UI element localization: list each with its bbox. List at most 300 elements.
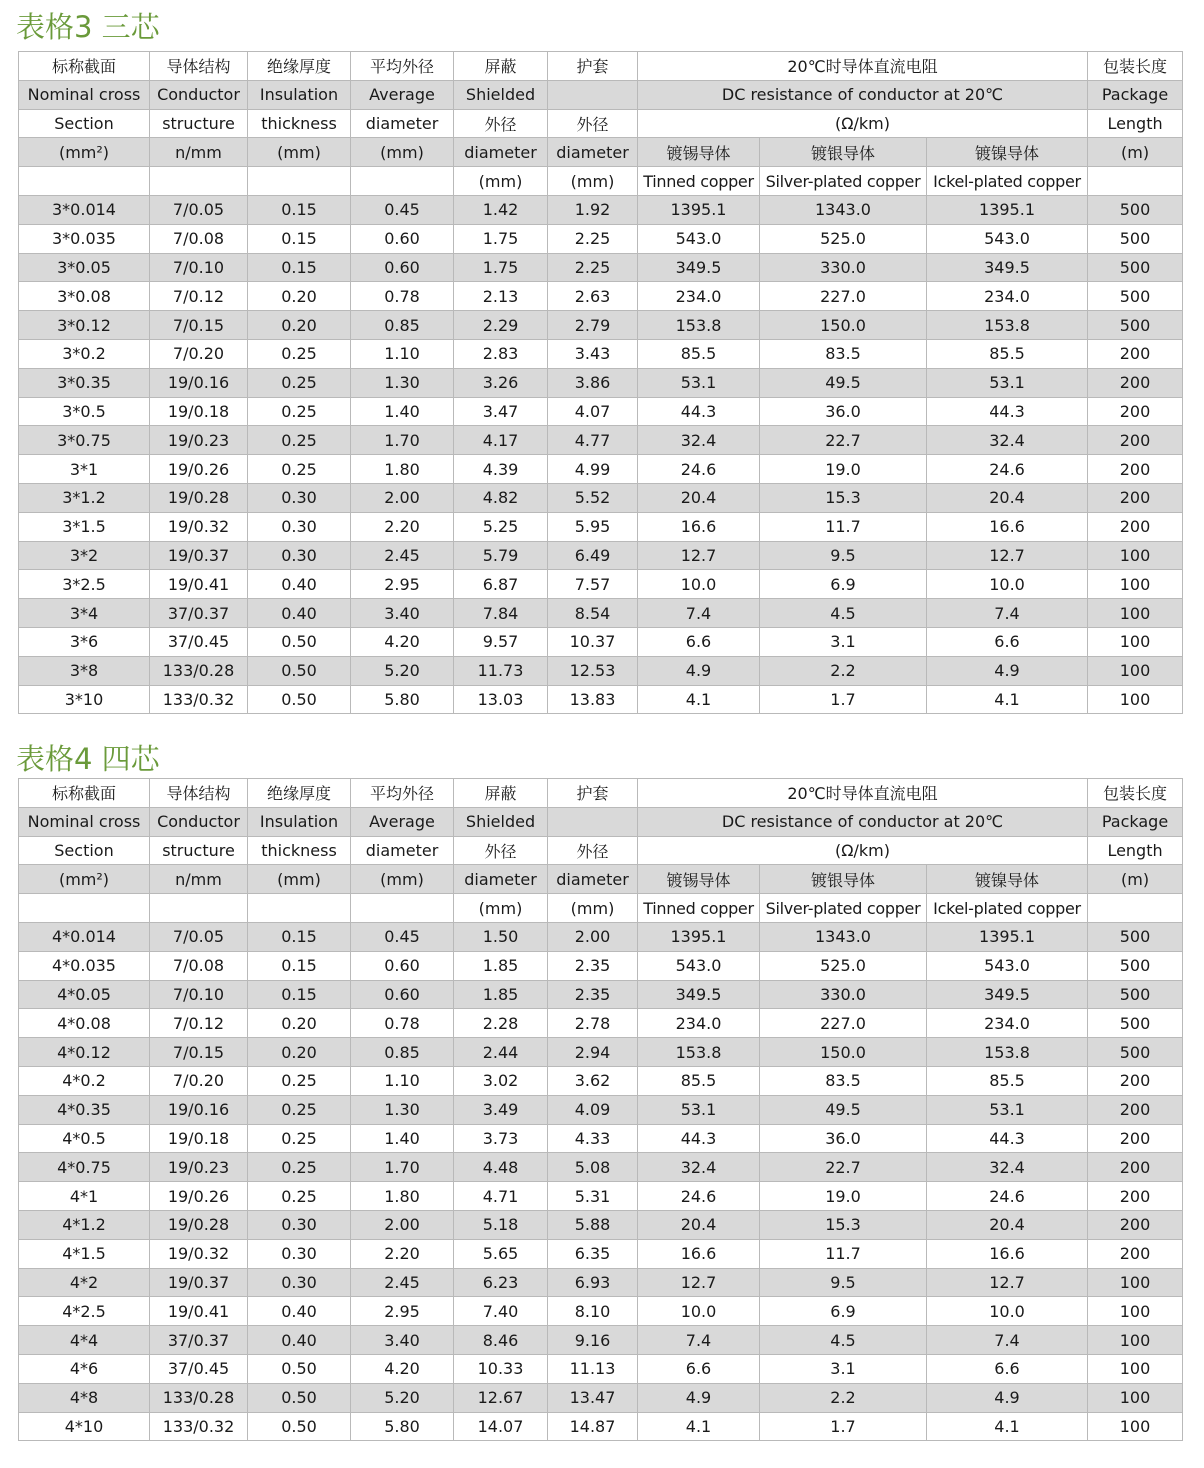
table-cell: 0.30 (248, 1239, 351, 1268)
table-cell: 12.53 (548, 656, 638, 685)
table-cell: 32.4 (638, 426, 760, 455)
table-cell: 4.07 (548, 397, 638, 426)
table-cell: 2.00 (351, 483, 454, 512)
table-cell: 2.13 (454, 282, 548, 311)
table-cell: 13.47 (548, 1383, 638, 1412)
table-row (19, 1412, 1183, 1441)
table-cell: 13.83 (548, 685, 638, 714)
table-cell: 100 (1088, 627, 1183, 656)
table-cell: 0.78 (351, 1009, 454, 1038)
table-cell: 200 (1088, 1124, 1183, 1153)
table-cell: 53.1 (927, 1095, 1088, 1124)
header-cell (351, 167, 454, 196)
table-cell: 7/0.05 (150, 922, 248, 951)
header-row (19, 167, 1183, 196)
table-cell: 22.7 (760, 1153, 927, 1182)
table-row (19, 656, 1183, 685)
table-cell: 12.7 (927, 541, 1088, 570)
table-cell: 44.3 (638, 397, 760, 426)
table-cell: 1395.1 (638, 195, 760, 224)
table-cell: 1.70 (351, 1153, 454, 1182)
header-cell: 平均外径 (351, 779, 454, 808)
table-cell: 4.33 (548, 1124, 638, 1153)
table-cell: 20.4 (927, 1210, 1088, 1239)
header-cell: 镀银导体 (760, 865, 927, 894)
table-cell: 19/0.18 (150, 1124, 248, 1153)
table-cell: 11.13 (548, 1354, 638, 1383)
table-cell: 12.67 (454, 1383, 548, 1412)
table-cell: 16.6 (927, 1239, 1088, 1268)
table-cell: 330.0 (760, 980, 927, 1009)
header-cell: (mm) (248, 865, 351, 894)
table-cell: 100 (1088, 599, 1183, 628)
table-row (19, 1354, 1183, 1383)
table-cell: 19/0.32 (150, 512, 248, 541)
table-cell: 0.25 (248, 1095, 351, 1124)
table-cell: 200 (1088, 426, 1183, 455)
table-cell: 4*10 (19, 1412, 150, 1441)
header-cell: diameter (351, 109, 454, 138)
table-cell: 4*0.5 (19, 1124, 150, 1153)
table-row (19, 1153, 1183, 1182)
table-row (19, 599, 1183, 628)
table-cell: 3.40 (351, 599, 454, 628)
table-cell: 44.3 (638, 1124, 760, 1153)
table-cell: 4.9 (927, 656, 1088, 685)
table-cell: 500 (1088, 282, 1183, 311)
header-cell: diameter (548, 865, 638, 894)
table-cell: 36.0 (760, 397, 927, 426)
table-cell: 16.6 (638, 1239, 760, 1268)
table-cell: 4.9 (638, 656, 760, 685)
table-cell: 7.4 (638, 599, 760, 628)
table-cell: 5.79 (454, 541, 548, 570)
table-cell: 19/0.32 (150, 1239, 248, 1268)
table-cell: 234.0 (638, 282, 760, 311)
table-row (19, 368, 1183, 397)
header-cell (351, 894, 454, 923)
table-cell: 20.4 (638, 1210, 760, 1239)
table-cell: 19/0.37 (150, 1268, 248, 1297)
table-cell: 4*0.35 (19, 1095, 150, 1124)
table-cell: 2.78 (548, 1009, 638, 1038)
table-cell: 4.71 (454, 1182, 548, 1211)
table-cell: 1395.1 (638, 922, 760, 951)
header-cell: 屏蔽 (454, 779, 548, 808)
table-cell: 2.29 (454, 311, 548, 340)
table-row (19, 980, 1183, 1009)
table-cell: 3*1.5 (19, 512, 150, 541)
table-cell: 85.5 (927, 339, 1088, 368)
table-cell: 1.80 (351, 455, 454, 484)
table-cell: 53.1 (638, 368, 760, 397)
header-cell: Section (19, 109, 150, 138)
table-cell: 19/0.26 (150, 1182, 248, 1211)
table-cell: 500 (1088, 311, 1183, 340)
header-cell: structure (150, 836, 248, 865)
table-cell: 4*0.05 (19, 980, 150, 1009)
table-cell: 234.0 (638, 1009, 760, 1038)
table-cell: 4.5 (760, 599, 927, 628)
table-cell: 227.0 (760, 282, 927, 311)
header-cell (248, 894, 351, 923)
table-cell: 32.4 (927, 1153, 1088, 1182)
table-title: 表格3 三芯 (16, 10, 160, 44)
table-cell: 24.6 (638, 1182, 760, 1211)
table-cell: 0.30 (248, 1210, 351, 1239)
table-row (19, 1268, 1183, 1297)
table-cell: 543.0 (927, 951, 1088, 980)
table-cell: 36.0 (760, 1124, 927, 1153)
table-cell: 5.52 (548, 483, 638, 512)
table-cell: 3.62 (548, 1066, 638, 1095)
table-cell: 4*2.5 (19, 1297, 150, 1326)
table-cell: 19/0.28 (150, 483, 248, 512)
table-cell: 3*4 (19, 599, 150, 628)
header-cell: 外径 (548, 836, 638, 865)
header-cell: Tinned copper (638, 894, 760, 923)
table-cell: 349.5 (638, 253, 760, 282)
header-cell: Nominal cross (19, 80, 150, 109)
table-row (19, 1383, 1183, 1412)
header-cell: 绝缘厚度 (248, 52, 351, 81)
table-cell: 3*0.035 (19, 224, 150, 253)
table-cell: 0.15 (248, 922, 351, 951)
table-cell: 1.10 (351, 1066, 454, 1095)
table-cell: 200 (1088, 512, 1183, 541)
table-cell: 4*2 (19, 1268, 150, 1297)
table-cell: 44.3 (927, 1124, 1088, 1153)
table-cell: 6.6 (638, 627, 760, 656)
table-cell: 3.47 (454, 397, 548, 426)
table-cell: 0.50 (248, 627, 351, 656)
table-cell: 53.1 (638, 1095, 760, 1124)
table-cell: 3*2 (19, 541, 150, 570)
table-cell: 7.4 (927, 599, 1088, 628)
table-cell: 10.0 (927, 570, 1088, 599)
table-cell: 24.6 (927, 1182, 1088, 1211)
header-cell: diameter (454, 865, 548, 894)
table-row (19, 1095, 1183, 1124)
table-cell: 0.30 (248, 1268, 351, 1297)
table-row (19, 1326, 1183, 1355)
table-cell: 0.15 (248, 195, 351, 224)
header-row (19, 807, 1183, 836)
table-row (19, 339, 1183, 368)
table-cell: 0.30 (248, 512, 351, 541)
table-cell: 14.07 (454, 1412, 548, 1441)
table-cell: 6.35 (548, 1239, 638, 1268)
table-row (19, 1182, 1183, 1211)
header-cell: (mm²) (19, 865, 150, 894)
table-cell: 100 (1088, 685, 1183, 714)
table-cell: 349.5 (638, 980, 760, 1009)
table-row (19, 253, 1183, 282)
table-cell: 6.6 (927, 627, 1088, 656)
table-cell: 83.5 (760, 1066, 927, 1095)
header-cell: diameter (351, 836, 454, 865)
table-row (19, 541, 1183, 570)
table-cell: 1395.1 (927, 195, 1088, 224)
table-cell: 4.48 (454, 1153, 548, 1182)
header-cell: Ickel-plated copper (927, 894, 1088, 923)
table-cell: 0.78 (351, 282, 454, 311)
table-cell: 0.60 (351, 951, 454, 980)
table-cell: 200 (1088, 397, 1183, 426)
table-cell: 5.25 (454, 512, 548, 541)
table-row (19, 1066, 1183, 1095)
header-cell: 包装长度 (1088, 52, 1183, 81)
table-cell: 4.17 (454, 426, 548, 455)
table-cell: 3*0.2 (19, 339, 150, 368)
table-cell: 1.80 (351, 1182, 454, 1211)
table-cell: 0.15 (248, 980, 351, 1009)
table-cell: 4.82 (454, 483, 548, 512)
table-cell: 32.4 (638, 1153, 760, 1182)
table-cell: 7/0.05 (150, 195, 248, 224)
header-cell: Conductor (150, 80, 248, 109)
table-cell: 1.50 (454, 922, 548, 951)
table-cell: 200 (1088, 1182, 1183, 1211)
table-cell: 1.70 (351, 426, 454, 455)
table-cell: 22.7 (760, 426, 927, 455)
table-cell: 2.83 (454, 339, 548, 368)
table-cell: 3*0.08 (19, 282, 150, 311)
table-cell: 9.57 (454, 627, 548, 656)
table-cell: 6.9 (760, 570, 927, 599)
table-cell: 2.20 (351, 512, 454, 541)
table-cell: 12.7 (927, 1268, 1088, 1297)
table-cell: 1.7 (760, 685, 927, 714)
table-cell: 5.88 (548, 1210, 638, 1239)
table-cell: 0.60 (351, 980, 454, 1009)
header-cell: (Ω/km) (638, 109, 1088, 138)
table-cell: 2.25 (548, 224, 638, 253)
table-cell: 4.20 (351, 627, 454, 656)
table-cell: 4.1 (638, 1412, 760, 1441)
table-cell: 44.3 (927, 397, 1088, 426)
table-cell: 7/0.12 (150, 282, 248, 311)
table-cell: 0.25 (248, 397, 351, 426)
table-row (19, 483, 1183, 512)
table-cell: 100 (1088, 656, 1183, 685)
table-cell: 4*6 (19, 1354, 150, 1383)
table-cell: 153.8 (638, 1038, 760, 1067)
header-cell (1088, 894, 1183, 923)
table-cell: 0.40 (248, 1326, 351, 1355)
table-cell: 150.0 (760, 311, 927, 340)
table-cell: 19/0.18 (150, 397, 248, 426)
table-cell: 3.49 (454, 1095, 548, 1124)
table-cell: 1.85 (454, 951, 548, 980)
table-cell: 3.26 (454, 368, 548, 397)
table-cell: 6.87 (454, 570, 548, 599)
header-cell: 镀镍导体 (927, 865, 1088, 894)
table-cell: 12.7 (638, 1268, 760, 1297)
table-cell: 4*0.2 (19, 1066, 150, 1095)
table-cell: 3*0.35 (19, 368, 150, 397)
table-cell: 7/0.15 (150, 311, 248, 340)
header-cell (150, 894, 248, 923)
table-cell: 1.30 (351, 368, 454, 397)
header-cell: (m) (1088, 138, 1183, 167)
table-cell: 4.1 (927, 1412, 1088, 1441)
table-cell: 2.2 (760, 656, 927, 685)
table-cell: 330.0 (760, 253, 927, 282)
table-cell: 4*8 (19, 1383, 150, 1412)
header-cell: structure (150, 109, 248, 138)
table-row (19, 195, 1183, 224)
header-cell: 护套 (548, 52, 638, 81)
table-cell: 100 (1088, 1354, 1183, 1383)
table-cell: 19/0.16 (150, 1095, 248, 1124)
table-cell: 500 (1088, 951, 1183, 980)
header-cell: (mm) (248, 138, 351, 167)
table-cell: 153.8 (638, 311, 760, 340)
table-cell: 1.75 (454, 224, 548, 253)
table-cell: 8.54 (548, 599, 638, 628)
table-cell: 500 (1088, 253, 1183, 282)
table-cell: 8.10 (548, 1297, 638, 1326)
table-cell: 9.5 (760, 1268, 927, 1297)
table-cell: 200 (1088, 1066, 1183, 1095)
table-cell: 19/0.23 (150, 1153, 248, 1182)
table-cell: 7/0.08 (150, 224, 248, 253)
header-row (19, 138, 1183, 167)
table-cell: 19/0.41 (150, 570, 248, 599)
header-cell: Average (351, 80, 454, 109)
table-cell: 5.18 (454, 1210, 548, 1239)
table-cell: 2.44 (454, 1038, 548, 1067)
header-cell: (mm²) (19, 138, 150, 167)
table-cell: 6.9 (760, 1297, 927, 1326)
table-cell: 153.8 (927, 1038, 1088, 1067)
table-cell: 3.73 (454, 1124, 548, 1153)
header-cell (548, 807, 638, 836)
header-cell: 导体结构 (150, 779, 248, 808)
table-cell: 1343.0 (760, 922, 927, 951)
table-cell: 2.00 (351, 1210, 454, 1239)
table-cell: 7/0.10 (150, 980, 248, 1009)
table-cell: 4.09 (548, 1095, 638, 1124)
header-cell: Insulation (248, 807, 351, 836)
table-cell: 200 (1088, 1153, 1183, 1182)
table-row (19, 1297, 1183, 1326)
table-cell: 525.0 (760, 951, 927, 980)
table-cell: 19/0.23 (150, 426, 248, 455)
header-cell: n/mm (150, 865, 248, 894)
table-cell: 0.15 (248, 224, 351, 253)
header-cell: 包装长度 (1088, 779, 1183, 808)
header-row (19, 109, 1183, 138)
table-cell: 0.25 (248, 426, 351, 455)
table-cell: 500 (1088, 1038, 1183, 1067)
table-cell: 85.5 (638, 1066, 760, 1095)
table-cell: 37/0.45 (150, 1354, 248, 1383)
table-row (19, 951, 1183, 980)
table-row (19, 1239, 1183, 1268)
table-cell: 3*0.5 (19, 397, 150, 426)
table-cell: 6.6 (638, 1354, 760, 1383)
header-cell: DC resistance of conductor at 20℃ (638, 80, 1088, 109)
table-cell: 37/0.37 (150, 599, 248, 628)
table-cell: 500 (1088, 922, 1183, 951)
table-cell: 7/0.10 (150, 253, 248, 282)
table-cell: 4*0.12 (19, 1038, 150, 1067)
table-cell: 5.08 (548, 1153, 638, 1182)
table-cell: 4*1 (19, 1182, 150, 1211)
table-cell: 349.5 (927, 980, 1088, 1009)
table-cell: 0.15 (248, 951, 351, 980)
table-cell: 24.6 (927, 455, 1088, 484)
table-cell: 200 (1088, 339, 1183, 368)
table-cell: 0.50 (248, 1354, 351, 1383)
table-cell: 100 (1088, 1383, 1183, 1412)
table-cell: 0.25 (248, 368, 351, 397)
table-cell: 0.85 (351, 1038, 454, 1067)
table-row (19, 1038, 1183, 1067)
table-cell: 3*1 (19, 455, 150, 484)
table-cell: 4*0.014 (19, 922, 150, 951)
table-cell: 4*1.5 (19, 1239, 150, 1268)
table-row (19, 570, 1183, 599)
table-cell: 0.20 (248, 1038, 351, 1067)
table-cell: 200 (1088, 368, 1183, 397)
header-cell: DC resistance of conductor at 20℃ (638, 807, 1088, 836)
table-cell: 0.25 (248, 1124, 351, 1153)
table-cell: 7.57 (548, 570, 638, 599)
table-cell: 7/0.20 (150, 1066, 248, 1095)
header-cell: (mm) (454, 167, 548, 196)
header-cell: 20℃时导体直流电阻 (638, 779, 1088, 808)
table-cell: 24.6 (638, 455, 760, 484)
table-cell: 4*0.08 (19, 1009, 150, 1038)
table-cell: 133/0.28 (150, 656, 248, 685)
table-cell: 5.80 (351, 1412, 454, 1441)
header-cell: 导体结构 (150, 52, 248, 81)
table-cell: 1.85 (454, 980, 548, 1009)
table-cell: 5.20 (351, 1383, 454, 1412)
table-cell: 1.30 (351, 1095, 454, 1124)
table-cell: 3.1 (760, 1354, 927, 1383)
table-cell: 4.39 (454, 455, 548, 484)
table-row (19, 397, 1183, 426)
spec-table (18, 778, 1183, 1441)
table-row (19, 1124, 1183, 1153)
table-cell: 1.40 (351, 397, 454, 426)
spec-table (18, 51, 1183, 714)
table-cell: 3*10 (19, 685, 150, 714)
header-cell: (Ω/km) (638, 836, 1088, 865)
table-row (19, 426, 1183, 455)
table-cell: 49.5 (760, 1095, 927, 1124)
table-cell: 100 (1088, 541, 1183, 570)
table-cell: 133/0.32 (150, 1412, 248, 1441)
table-cell: 2.25 (548, 253, 638, 282)
table-cell: 0.20 (248, 1009, 351, 1038)
table-row (19, 1210, 1183, 1239)
table-cell: 3*6 (19, 627, 150, 656)
table-cell: 13.03 (454, 685, 548, 714)
table-cell: 200 (1088, 455, 1183, 484)
table-cell: 2.79 (548, 311, 638, 340)
header-cell: thickness (248, 836, 351, 865)
table-cell: 85.5 (638, 339, 760, 368)
table-cell: 5.20 (351, 656, 454, 685)
table-cell: 2.95 (351, 1297, 454, 1326)
table-cell: 3*0.12 (19, 311, 150, 340)
table-cell: 227.0 (760, 1009, 927, 1038)
